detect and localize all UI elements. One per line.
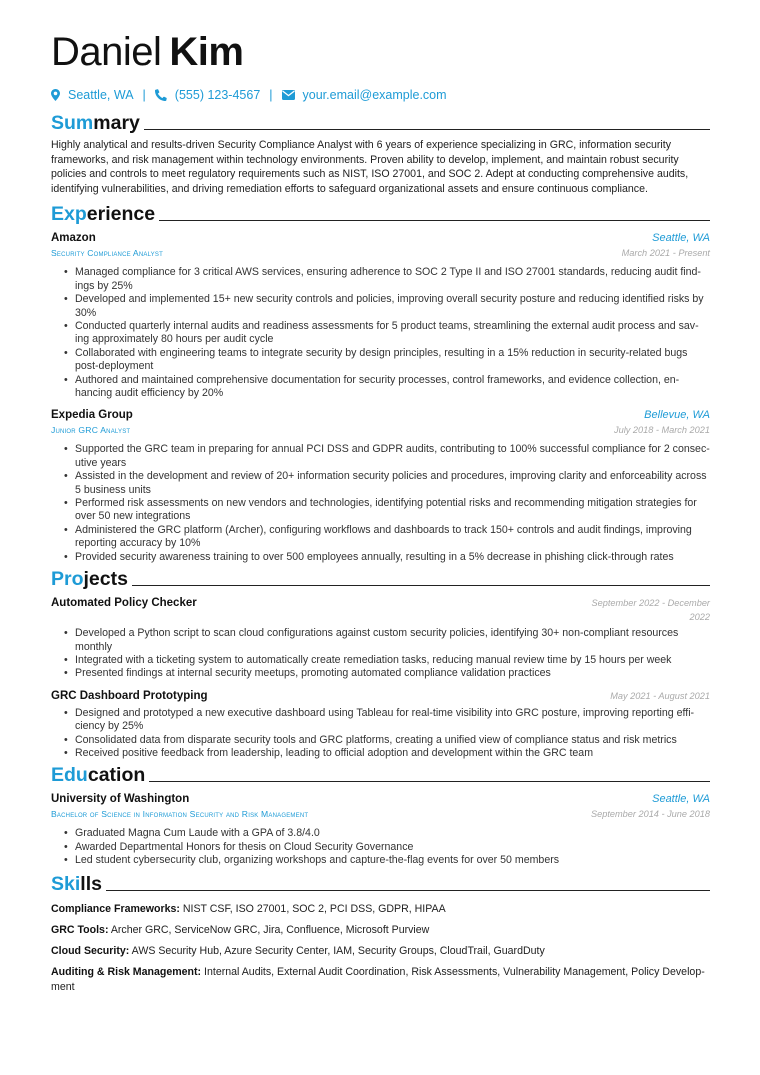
- list-item: • Administered the GRC platform (Archer), configuring workflows and dashboards to track 150+ controls and audit findings, improving reporting accuracy by 10%: [64, 524, 710, 551]
- skills-heading: [51, 873, 710, 895]
- contact-separator: |: [269, 88, 273, 102]
- list-item: • Conducted quarterly internal audits and readiness assessments for 5 product teams, streamlining the external audit process and sav-ing approximately 80 hours per audit cycle: [64, 320, 710, 347]
- job-location: Bellevue, WA: [644, 409, 710, 422]
- list-item: • Managed compliance for 3 critical AWS services, ensuring adherence to SOC 2 Type II and ISO 27001 standards, reducing audit find-ings by 25%: [64, 266, 710, 293]
- candidate-name: [51, 30, 710, 74]
- job-role: Security Compliance Analyst: [51, 248, 163, 259]
- skill-row: [51, 923, 710, 938]
- section-rule: [132, 585, 710, 586]
- section-rule: [106, 890, 710, 891]
- project-name: Automated Policy Checker: [51, 597, 197, 610]
- section-title: Experience: [51, 203, 156, 226]
- list-item: • Graduated Magna Cum Laude with a GPA of 3.8/4.0: [64, 827, 710, 840]
- summary-text: Highly analytical and results-driven Security Compliance Analyst with 6 years of experience specializing in GRC, information security frameworks, and risk management within technology environments. Proven ability to develop, implement, and maintain robust security policies and controls to meet regulatory requirements such as NIST, ISO 27001, and SOC 2. Adept at conducting comprehensive audits, identifying vulnerabilities, and driving remediation efforts to safeguard organizational assets and ensure continuous compliance.: [51, 139, 689, 195]
- skill-value: NIST CSF, ISO 27001, SOC 2, PCI DSS, GDPR, HIPAA: [179, 902, 446, 915]
- list-item: • Presented findings at internal security meetups, promoting automated compliance validation practices: [64, 667, 710, 680]
- location-text: Seattle, WA: [68, 88, 134, 102]
- project-entry: [51, 596, 710, 681]
- section-title: Education: [51, 764, 146, 787]
- skill-row: [51, 965, 710, 995]
- location-contact: [51, 88, 134, 102]
- skill-value: AWS Security Hub, Azure Security Center, IAM, Security Groups, CloudTrail, GuardDuty: [129, 944, 545, 957]
- list-item: • Authored and maintained comprehensive documentation for security processes, control frameworks, and evidence collection, en-hancing audit efficiency by 20%: [64, 374, 710, 401]
- school-name: University of Washington: [51, 793, 190, 806]
- section-rule: [159, 220, 710, 221]
- map-marker-icon: [51, 89, 60, 101]
- skill-key: Cloud Security:: [51, 944, 130, 957]
- list-item: • Led student cybersecurity club, organizing workshops and capture-the-flag events for over 50 members: [64, 854, 710, 867]
- list-item: • Collaborated with engineering teams to integrate security by design principles, resulting in a 15% reduction in security-related bugs post-deployment: [64, 347, 710, 374]
- phone-text: (555) 123-4567: [174, 88, 261, 102]
- job-entry: [51, 231, 710, 400]
- contact-line: [51, 87, 710, 103]
- list-item: • Received positive feedback from leadership, leading to official adoption and development within the GRC team: [64, 747, 710, 760]
- list-item: • Supported the GRC team in preparing for annual PCI DSS and GDPR audits, contributing to 100% successful compliance for 2 consec-utive years: [64, 443, 710, 470]
- job-dates: July 2018 - March 2021: [613, 425, 710, 436]
- job-location: Seattle, WA: [652, 232, 710, 245]
- resume-page: [51, 30, 710, 995]
- degree: Bachelor of Science in Information Security and Risk Management: [51, 809, 309, 820]
- list-item: • Assisted in the development and review of 20+ information security policies and procedures, improving clarity and enforceability across 5 business units: [64, 470, 710, 497]
- section-title: Summary: [51, 112, 140, 134]
- skill-value: Internal Audits, External Audit Coordination, Risk Assessments, Vulnerability Management, Policy Develop-ment: [51, 965, 705, 993]
- first-name: Daniel: [51, 30, 162, 74]
- skill-key: Auditing & Risk Management:: [51, 965, 202, 978]
- job-bullets: [64, 266, 710, 400]
- list-item: • Awarded Departmental Honors for thesis on Cloud Security Governance: [64, 841, 710, 854]
- list-item: • Performed risk assessments on new vendors and technologies, identifying potential risks and recommending mitigation strategies for over 50 new integrations: [64, 497, 710, 524]
- section-title: Skills: [51, 872, 102, 895]
- section-rule: [149, 781, 710, 782]
- phone-contact[interactable]: [155, 88, 260, 102]
- job-dates: March 2021 - Present: [621, 248, 710, 259]
- school-location: Seattle, WA: [652, 793, 710, 806]
- list-item: • Provided security awareness training to over 500 employees annually, resulting in a 5% decrease in phishing click-through rates: [64, 551, 710, 564]
- skill-key: Compliance Frameworks:: [51, 902, 180, 915]
- skill-row: [51, 944, 710, 959]
- last-name: Kim: [169, 30, 244, 74]
- education-dates: September 2014 - June 2018: [590, 809, 710, 820]
- skill-value: Archer GRC, ServiceNow GRC, Jira, Confluence, Microsoft Purview: [108, 923, 430, 936]
- list-item: • Developed and implemented 15+ new security controls and policies, improving overall security posture and reducing identified risks by 30%: [64, 293, 710, 320]
- project-name: GRC Dashboard Prototyping: [51, 689, 208, 702]
- experience-heading: [51, 203, 710, 225]
- project-bullets: [64, 627, 710, 681]
- list-item: • Developed a Python script to scan cloud configurations against custom security policies, identifying 30+ non-compliant resources monthly: [64, 627, 710, 654]
- company-name: Amazon: [51, 232, 96, 245]
- education-heading: [51, 764, 710, 786]
- list-item: • Integrated with a ticketing system to automatically create remediation tasks, reducing manual review time by 15 hours per week: [64, 654, 710, 667]
- section-rule: [144, 129, 710, 130]
- email-contact[interactable]: [282, 88, 447, 102]
- summary-heading: [51, 112, 710, 134]
- list-item: • Designed and prototyped a new executive dashboard using Tableau for real-time visibility into GRC posture, improving reporting effi-ciency by 25%: [64, 707, 710, 734]
- envelope-icon: [282, 90, 295, 100]
- list-item: • Consolidated data from disparate security tools and GRC platforms, creating a unified view of compliance status and risk metrics: [64, 734, 710, 747]
- education-entry: [51, 792, 710, 867]
- job-entry: [51, 408, 710, 564]
- projects-heading: [51, 568, 710, 590]
- project-dates: September 2022 - December 2022: [591, 598, 710, 623]
- contact-separator: |: [142, 88, 146, 102]
- project-dates: May 2021 - August 2021: [610, 690, 710, 701]
- job-role: Junior GRC Analyst: [51, 425, 131, 436]
- skill-row: [51, 902, 710, 917]
- company-name: Expedia Group: [51, 409, 133, 422]
- section-title: Projects: [51, 568, 128, 591]
- project-bullets: [64, 707, 710, 761]
- education-bullets: [64, 827, 710, 867]
- project-entry: [51, 689, 710, 761]
- email-text: your.email@example.com: [302, 88, 447, 102]
- phone-icon: [155, 89, 167, 101]
- skill-key: GRC Tools:: [51, 923, 109, 936]
- job-bullets: [64, 443, 710, 564]
